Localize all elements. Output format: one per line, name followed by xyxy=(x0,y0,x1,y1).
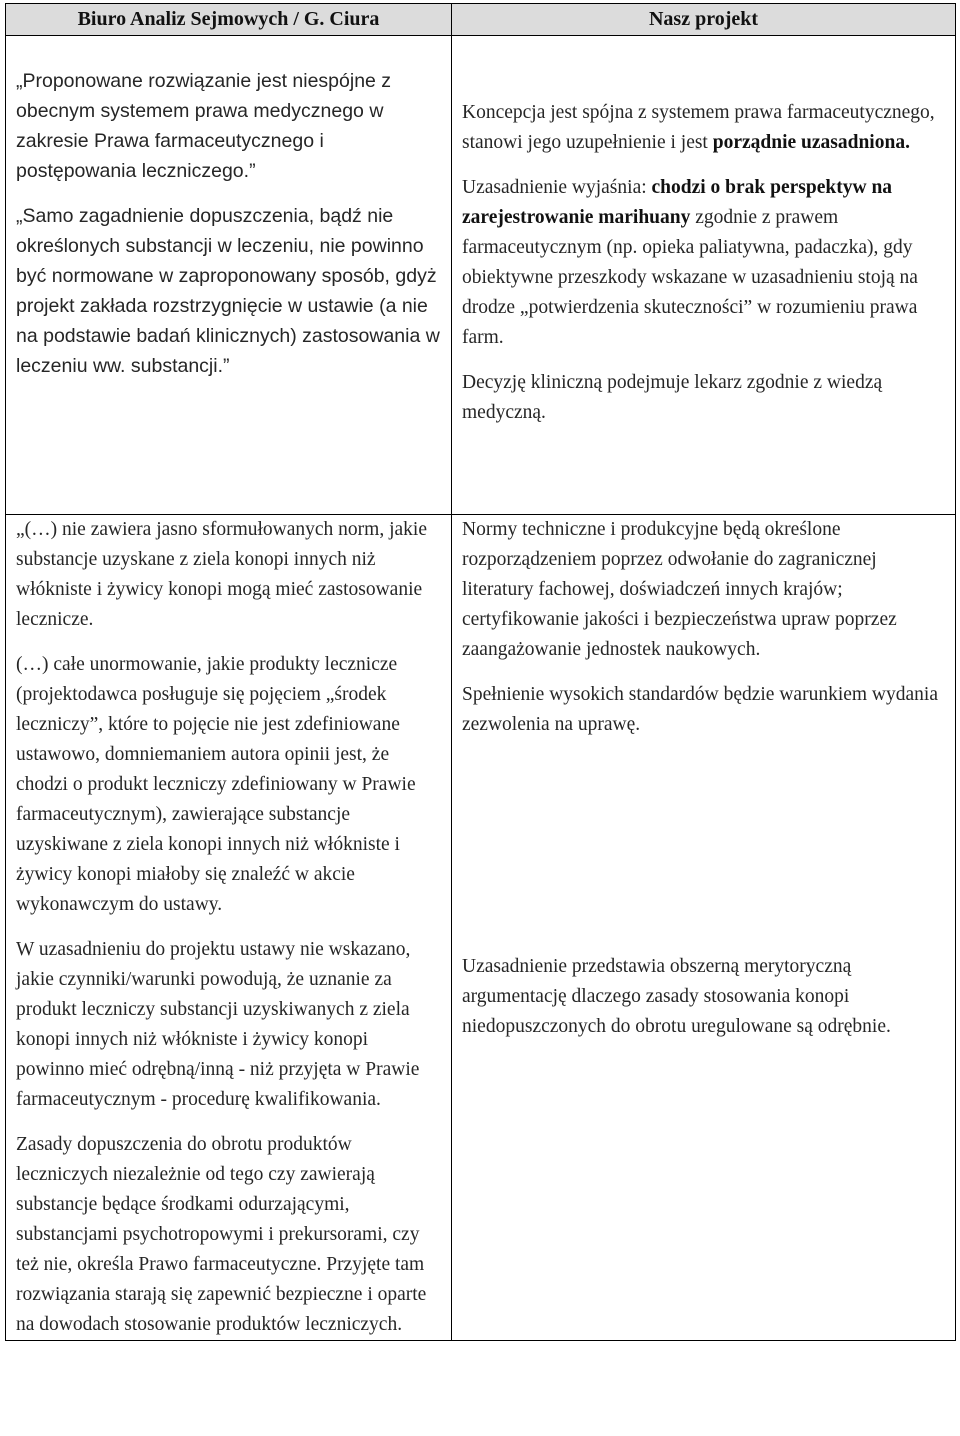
text-span: Uzasadnienie wyjaśnia: xyxy=(462,177,652,198)
right-cell xyxy=(452,515,956,1341)
paragraph: „(…) nie zawiera jasno sformułowanych norm, jakie substancje uzyskane z ziela konopi innych niż włókniste i żywicy konopi mogą mieć zastosowanie lecznicze. xyxy=(16,519,427,630)
paragraph: „Samo zagadnienie dopuszczenia, bądź nie określonych substancji w leczeniu, nie powinno być normowane w zaproponowany sposób, gdyż projekt zakłada rozstrzygnięcie w ustawie (a nie na podstawie badań klinicznych) zastosowania w leczeniu ww. substancji.” xyxy=(16,205,440,377)
paragraph: „Proponowane rozwiązanie jest niespójne z obecnym systemem prawa medycznego w zakresie Prawa farmaceutycznego i postępowania leczniczego.” xyxy=(16,70,392,182)
left-cell xyxy=(6,515,452,1341)
right-cell xyxy=(452,36,956,515)
text-span: Koncepcja jest spójna z systemem prawa farmaceutycznego, stanowi jego uzupełnienie i jest xyxy=(462,102,935,153)
bold-text: chodzi o brak perspektyw na zarejestrowanie marihuany xyxy=(462,177,893,228)
paragraph: W uzasadnieniu do projektu ustawy nie wskazano, jakie czynniki/warunki powodują, że uznanie za produkt leczniczy substancji uzyskiwanych z ziela konopi innych niż włókniste i żywicy konopi powinno mieć odrębną/inną - niż przyjęta w Prawie farmaceutycznym - procedurę kwalifikowania. xyxy=(16,939,420,1110)
left-cell xyxy=(6,36,452,515)
table-row xyxy=(6,515,956,1341)
paragraph xyxy=(462,173,945,353)
paragraph: Spełnienie wysokich standardów będzie warunkiem wydania zezwolenia na uprawę. xyxy=(462,684,938,735)
paragraph: Normy techniczne i produkcyjne będą określone rozporządzeniem poprzez odwołanie do zagranicznej literatury fachowej, doświadczeń innych krajów; certyfikowanie jakości i bezpieczeństwa upraw poprzez zaangażowanie jednostek naukowych. xyxy=(462,519,897,660)
paragraph: Zasady dopuszczenia do obrotu produktów leczniczych niezależnie od tego czy zawierają substancje będące środkami odurzającymi, substancjami psychotropowymi i prekursorami, czy też nie, określa Prawo farmaceutyczne. Przyjęte tam rozwiązania starają się zapewnić bezpieczne i oparte na dowodach stosowanie produktów leczniczych. xyxy=(16,1134,427,1335)
header-left: Biuro Analiz Sejmowych / G. Ciura xyxy=(6,4,452,36)
header-row xyxy=(6,4,956,36)
text-span: zgodnie z prawem farmaceutycznym (np. opieka paliatywna, padaczka), gdy obiektywne przeszkody wskazane w uzasadnieniu stoją na drodze „potwierdzenia skuteczności” w rozumieniu prawa farm. xyxy=(462,207,918,348)
header-right: Nasz projekt xyxy=(452,4,956,36)
paragraph: Uzasadnienie przedstawia obszerną merytoryczną argumentację dlaczego zasady stosowania konopi niedopuszczonych do obrotu uregulowane są odrębnie. xyxy=(462,956,891,1037)
paragraph: Decyzję kliniczną podejmuje lekarz zgodnie z wiedzą medyczną. xyxy=(462,372,883,423)
paragraph: (…) całe unormowanie, jakie produkty lecznicze (projektodawca posługuje się pojęciem „środek leczniczy”, które to pojęcie nie jest zdefiniowane ustawowo, domniemaniem autora opinii jest, że chodzi o produkt leczniczy zdefiniowany w Prawie farmaceutycznym), zawierające substancje uzyskiwane z ziela konopi innych niż włókniste i żywicy konopi miałoby się znaleźć w akcie wykonawczym do ustawy. xyxy=(16,654,416,915)
paragraph xyxy=(462,98,945,158)
bold-text: porządnie uzasadniona. xyxy=(712,132,910,153)
comparison-table xyxy=(5,3,956,1341)
table-row xyxy=(6,36,956,515)
